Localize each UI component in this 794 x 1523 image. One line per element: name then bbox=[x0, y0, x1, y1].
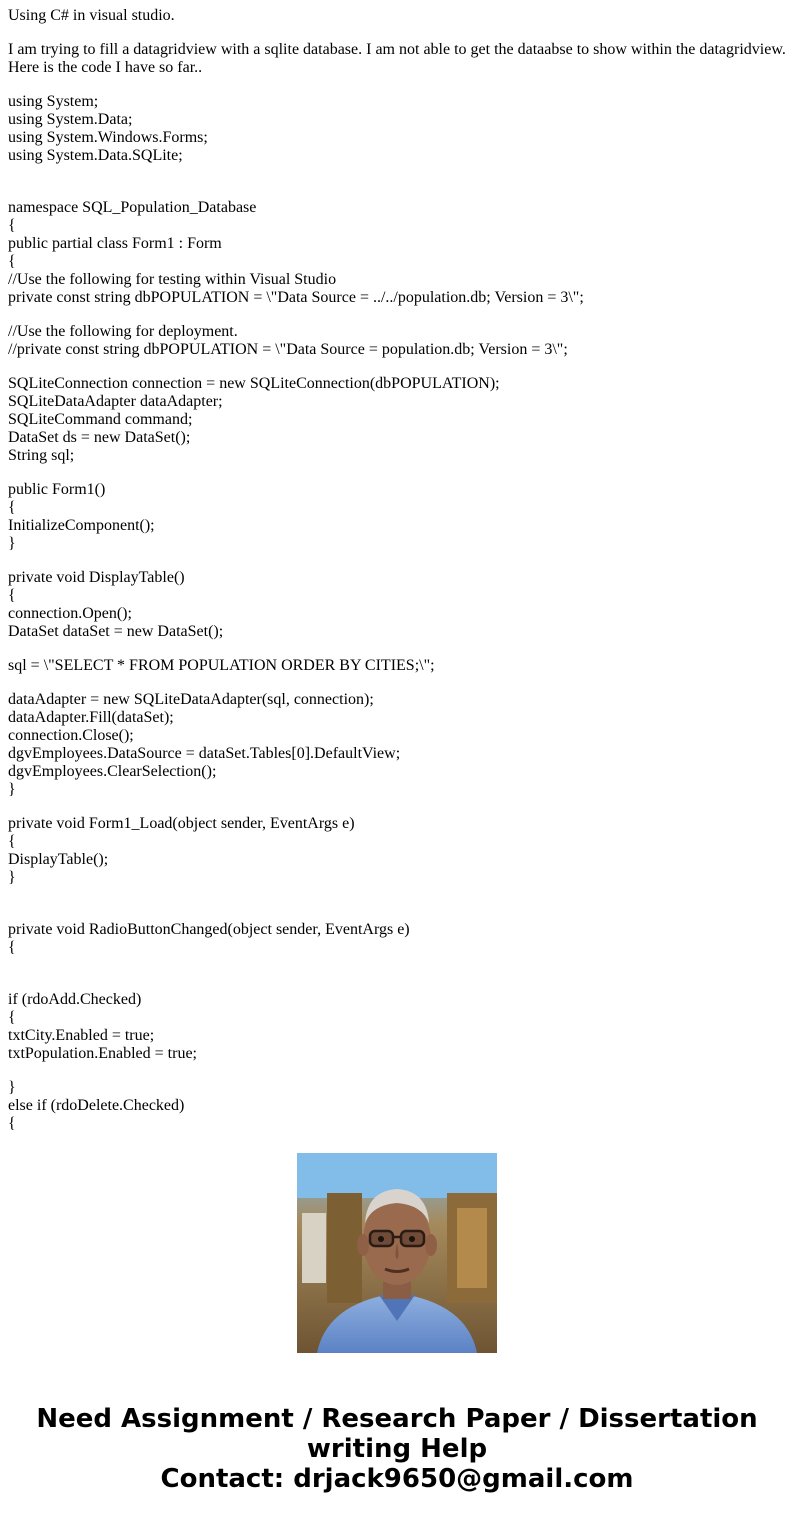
code-spacer bbox=[8, 799, 790, 815]
code-spacer bbox=[8, 675, 790, 691]
promo-line-2: writing Help bbox=[306, 1434, 488, 1464]
code-spacer bbox=[8, 165, 790, 199]
code-line: SQLiteConnection connection = new SQLiteConnection(dbPOPULATION); bbox=[8, 375, 500, 392]
code-spacer bbox=[8, 1063, 790, 1079]
code-line: connection.Open(); bbox=[8, 605, 132, 622]
code-line: SQLiteDataAdapter dataAdapter; bbox=[8, 393, 223, 410]
code-line: DataSet ds = new DataSet(); bbox=[8, 429, 191, 446]
code-line: { bbox=[8, 833, 16, 850]
code-line: SQLiteCommand command; bbox=[8, 411, 193, 428]
code-line: txtCity.Enabled = true; bbox=[8, 1027, 155, 1044]
code-line: private void DisplayTable() bbox=[8, 569, 185, 586]
question-intro: Using C# in visual studio. bbox=[8, 7, 175, 24]
code-line: DisplayTable(); bbox=[8, 851, 109, 868]
code-line: dgvEmployees.ClearSelection(); bbox=[8, 763, 217, 780]
code-spacer bbox=[8, 553, 790, 569]
code-line: { bbox=[8, 217, 16, 234]
code-line: DataSet dataSet = new DataSet(); bbox=[8, 623, 224, 640]
question-body bbox=[8, 7, 790, 1132]
code-line: if (rdoAdd.Checked) bbox=[8, 991, 142, 1008]
code-line: using System.Windows.Forms; bbox=[8, 129, 208, 146]
code-spacer bbox=[8, 359, 790, 375]
code-line: public partial class Form1 : Form bbox=[8, 235, 222, 252]
author-avatar bbox=[297, 1153, 497, 1353]
code-line: namespace SQL_Population_Database bbox=[8, 199, 257, 216]
code-spacer bbox=[8, 465, 790, 481]
code-line: connection.Close(); bbox=[8, 727, 134, 744]
code-line: { bbox=[8, 1115, 16, 1132]
code-block bbox=[8, 93, 790, 1133]
code-line: } bbox=[8, 1079, 16, 1096]
code-line: sql = \"SELECT * FROM POPULATION ORDER BY CITIES;\"; bbox=[8, 657, 435, 674]
promo-contact: Contact: drjack9650@gmail.com bbox=[160, 1464, 634, 1494]
code-line: else if (rdoDelete.Checked) bbox=[8, 1097, 185, 1114]
code-line: private const string dbPOPULATION = \"Data Source = ../../population.db; Version = 3\"; bbox=[8, 289, 584, 306]
code-line: { bbox=[8, 939, 16, 956]
code-line: { bbox=[8, 253, 16, 270]
code-line: } bbox=[8, 781, 16, 798]
code-line: InitializeComponent(); bbox=[8, 517, 155, 534]
code-line: { bbox=[8, 1009, 16, 1026]
code-line: using System.Data; bbox=[8, 111, 133, 128]
code-spacer bbox=[8, 307, 790, 323]
code-line: { bbox=[8, 499, 16, 516]
code-line: using System; bbox=[8, 93, 99, 110]
code-line: private void Form1_Load(object sender, EventArgs e) bbox=[8, 815, 355, 832]
promo-banner bbox=[0, 1404, 794, 1494]
code-line: private void RadioButtonChanged(object sender, EventArgs e) bbox=[8, 921, 410, 938]
code-line: public Form1() bbox=[8, 481, 106, 498]
code-line: dataAdapter = new SQLiteDataAdapter(sql, connection); bbox=[8, 691, 374, 708]
question-description: I am trying to fill a datagridview with a sqlite database. I am not able to get the dataabse to show within the datagridview. Here is the code I have so far.. bbox=[8, 41, 786, 76]
code-line: txtPopulation.Enabled = true; bbox=[8, 1045, 197, 1062]
promo-line-1: Need Assignment / Research Paper / Dissertation bbox=[36, 1404, 758, 1434]
code-line: dgvEmployees.DataSource = dataSet.Tables[0].DefaultView; bbox=[8, 745, 401, 762]
code-line: using System.Data.SQLite; bbox=[8, 147, 183, 164]
code-line: } bbox=[8, 535, 16, 552]
code-line: dataAdapter.Fill(dataSet); bbox=[8, 709, 174, 726]
code-line: //Use the following for testing within Visual Studio bbox=[8, 271, 337, 288]
code-spacer bbox=[8, 641, 790, 657]
code-spacer bbox=[8, 887, 790, 921]
code-line: String sql; bbox=[8, 447, 75, 464]
author-portrait bbox=[297, 1153, 497, 1353]
code-line: } bbox=[8, 869, 16, 886]
code-line: //Use the following for deployment. bbox=[8, 323, 238, 340]
code-line: //private const string dbPOPULATION = \"Data Source = population.db; Version = 3\"; bbox=[8, 341, 568, 358]
code-spacer bbox=[8, 957, 790, 991]
code-line: { bbox=[8, 587, 16, 604]
